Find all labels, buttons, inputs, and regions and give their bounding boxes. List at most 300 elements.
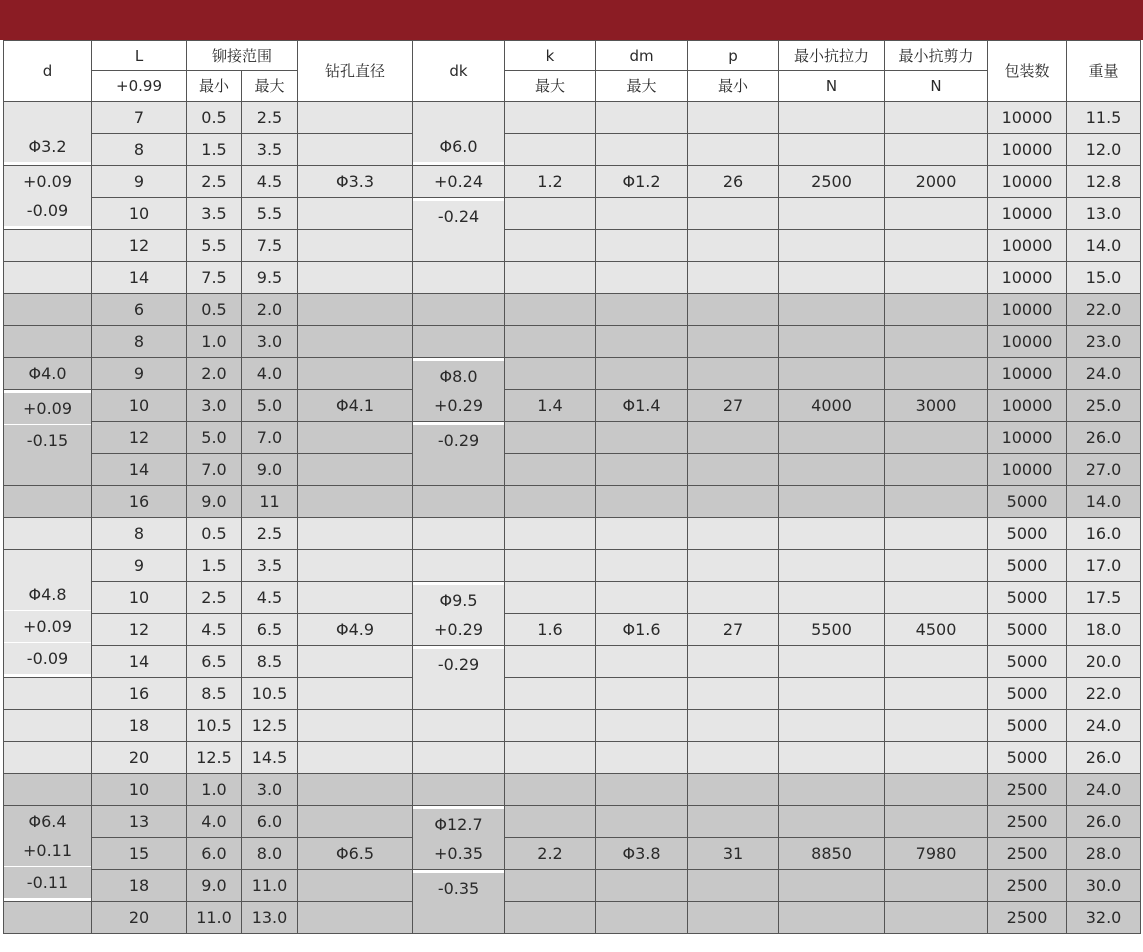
header-bar — [0, 0, 1143, 40]
col-header-dk: dk — [413, 41, 505, 102]
cell-L: 16 — [92, 678, 187, 710]
cell-pack: 2500 — [988, 774, 1067, 806]
cell-d — [4, 742, 92, 774]
cell-L: 9 — [92, 166, 187, 198]
cell-weight: 24.0 — [1067, 358, 1141, 390]
cell-k: 1.2 — [505, 166, 596, 198]
cell-pack: 2500 — [988, 902, 1067, 934]
cell-tensile: 8850 — [779, 838, 885, 870]
cell-d: Φ6.4 — [4, 806, 92, 838]
cell-dk — [413, 454, 505, 486]
cell-max: 3.0 — [242, 326, 298, 358]
cell-p: 31 — [688, 838, 779, 870]
cell-k: 1.4 — [505, 390, 596, 422]
cell-min: 0.5 — [187, 518, 242, 550]
col-header-grip-range: 铆接范围 — [187, 41, 298, 71]
cell-L: 8 — [92, 518, 187, 550]
cell-d — [4, 262, 92, 294]
cell-weight: 16.0 — [1067, 518, 1141, 550]
cell-weight: 22.0 — [1067, 678, 1141, 710]
cell-p — [688, 326, 779, 358]
cell-d: Φ4.0 — [4, 358, 92, 390]
cell-k — [505, 358, 596, 390]
table-row — [4, 294, 1141, 326]
cell-L: 16 — [92, 486, 187, 518]
cell-p — [688, 486, 779, 518]
cell-shear — [885, 134, 988, 166]
cell-min: 6.0 — [187, 838, 242, 870]
cell-d — [4, 326, 92, 358]
cell-pack: 5000 — [988, 486, 1067, 518]
cell-dm — [596, 870, 688, 902]
cell-k — [505, 134, 596, 166]
cell-p — [688, 518, 779, 550]
cell-d — [4, 774, 92, 806]
cell-dm — [596, 422, 688, 454]
cell-shear — [885, 454, 988, 486]
cell-tensile — [779, 294, 885, 326]
cell-tensile — [779, 678, 885, 710]
cell-pack: 5000 — [988, 742, 1067, 774]
cell-d — [4, 294, 92, 326]
cell-d — [4, 102, 92, 134]
cell-dm: Φ3.8 — [596, 838, 688, 870]
table-row — [4, 614, 1141, 646]
cell-k — [505, 550, 596, 582]
cell-dk — [413, 326, 505, 358]
col-subheader-tensile-unit: N — [779, 71, 885, 102]
cell-max: 6.5 — [242, 614, 298, 646]
col-header-tensile: 最小抗拉力 — [779, 41, 885, 71]
table-row — [4, 390, 1141, 422]
cell-shear: 7980 — [885, 838, 988, 870]
cell-shear: 2000 — [885, 166, 988, 198]
cell-dk: -0.24 — [413, 201, 505, 233]
cell-dk: -0.35 — [413, 873, 505, 905]
cell-max: 8.5 — [242, 646, 298, 678]
table-row — [4, 742, 1141, 774]
cell-drill — [298, 230, 413, 262]
cell-dm: Φ1.6 — [596, 614, 688, 646]
cell-dk — [413, 774, 505, 806]
table-row — [4, 518, 1141, 550]
cell-L: 18 — [92, 710, 187, 742]
cell-drill — [298, 678, 413, 710]
cell-dk: -0.29 — [413, 649, 505, 681]
cell-min: 3.0 — [187, 390, 242, 422]
cell-min: 9.0 — [187, 486, 242, 518]
cell-L: 14 — [92, 646, 187, 678]
cell-tensile — [779, 486, 885, 518]
cell-max: 7.5 — [242, 230, 298, 262]
cell-d: -0.11 — [4, 867, 92, 899]
cell-tensile — [779, 902, 885, 934]
cell-d: +0.09 — [4, 166, 92, 198]
cell-d: Φ4.8 — [4, 579, 92, 611]
cell-dk — [413, 262, 505, 294]
cell-min: 6.5 — [187, 646, 242, 678]
cell-dk — [413, 486, 505, 518]
cell-weight: 30.0 — [1067, 870, 1141, 902]
cell-dk — [413, 678, 505, 710]
cell-shear — [885, 422, 988, 454]
cell-p — [688, 454, 779, 486]
cell-tensile — [779, 326, 885, 358]
cell-max: 7.0 — [242, 422, 298, 454]
cell-drill — [298, 134, 413, 166]
table-row — [4, 326, 1141, 358]
cell-drill — [298, 326, 413, 358]
cell-dm — [596, 102, 688, 134]
table-row — [4, 198, 1141, 230]
cell-p — [688, 870, 779, 902]
cell-min: 10.5 — [187, 710, 242, 742]
cell-dm — [596, 262, 688, 294]
cell-L: 10 — [92, 582, 187, 614]
cell-drill — [298, 870, 413, 902]
cell-k — [505, 422, 596, 454]
cell-p — [688, 198, 779, 230]
table-row — [4, 550, 1141, 582]
cell-drill — [298, 774, 413, 806]
cell-min: 7.0 — [187, 454, 242, 486]
cell-shear — [885, 294, 988, 326]
cell-weight: 18.0 — [1067, 614, 1141, 646]
cell-min: 0.5 — [187, 102, 242, 134]
table-row — [4, 166, 1141, 198]
cell-max: 5.0 — [242, 390, 298, 422]
cell-max: 6.0 — [242, 806, 298, 838]
cell-dm — [596, 646, 688, 678]
cell-drill — [298, 710, 413, 742]
cell-pack: 2500 — [988, 838, 1067, 870]
cell-pack: 10000 — [988, 262, 1067, 294]
cell-k — [505, 262, 596, 294]
cell-weight: 17.0 — [1067, 550, 1141, 582]
cell-dk: +0.29 — [413, 614, 505, 646]
table-row — [4, 486, 1141, 518]
cell-drill — [298, 486, 413, 518]
cell-d — [4, 550, 92, 582]
cell-min: 7.5 — [187, 262, 242, 294]
cell-weight: 17.5 — [1067, 582, 1141, 614]
cell-dm — [596, 454, 688, 486]
cell-min: 11.0 — [187, 902, 242, 934]
cell-min: 1.0 — [187, 326, 242, 358]
cell-d — [4, 486, 92, 518]
cell-d — [4, 710, 92, 742]
cell-min: 1.5 — [187, 134, 242, 166]
cell-weight: 25.0 — [1067, 390, 1141, 422]
cell-pack: 10000 — [988, 422, 1067, 454]
cell-tensile — [779, 262, 885, 294]
cell-tensile — [779, 134, 885, 166]
cell-weight: 22.0 — [1067, 294, 1141, 326]
cell-min: 3.5 — [187, 198, 242, 230]
cell-max: 10.5 — [242, 678, 298, 710]
cell-L: 9 — [92, 550, 187, 582]
cell-drill: Φ4.9 — [298, 614, 413, 646]
cell-k — [505, 102, 596, 134]
cell-k — [505, 774, 596, 806]
cell-tensile — [779, 582, 885, 614]
cell-shear — [885, 646, 988, 678]
cell-weight: 26.0 — [1067, 806, 1141, 838]
cell-max: 12.5 — [242, 710, 298, 742]
cell-dm — [596, 774, 688, 806]
cell-k — [505, 646, 596, 678]
cell-tensile: 5500 — [779, 614, 885, 646]
cell-tensile — [779, 646, 885, 678]
cell-tensile — [779, 742, 885, 774]
cell-shear — [885, 806, 988, 838]
cell-p — [688, 262, 779, 294]
cell-tensile — [779, 710, 885, 742]
cell-pack: 5000 — [988, 614, 1067, 646]
cell-max: 3.5 — [242, 550, 298, 582]
cell-weight: 12.0 — [1067, 134, 1141, 166]
cell-shear — [885, 550, 988, 582]
cell-drill — [298, 550, 413, 582]
cell-dk — [413, 230, 505, 262]
cell-shear — [885, 358, 988, 390]
cell-dk: Φ9.5 — [413, 585, 505, 617]
cell-max: 8.0 — [242, 838, 298, 870]
cell-d: +0.09 — [4, 393, 92, 425]
cell-dm: Φ1.2 — [596, 166, 688, 198]
cell-tensile — [779, 230, 885, 262]
cell-weight: 32.0 — [1067, 902, 1141, 934]
cell-L: 7 — [92, 102, 187, 134]
col-subheader-k-max: 最大 — [505, 71, 596, 102]
cell-L: 6 — [92, 294, 187, 326]
cell-dm: Φ1.4 — [596, 390, 688, 422]
cell-drill — [298, 742, 413, 774]
cell-p — [688, 550, 779, 582]
cell-dk: +0.35 — [413, 838, 505, 870]
table-row — [4, 902, 1141, 934]
cell-shear — [885, 710, 988, 742]
cell-L: 12 — [92, 422, 187, 454]
col-header-shear: 最小抗剪力 — [885, 41, 988, 71]
cell-L: 10 — [92, 198, 187, 230]
cell-max: 9.5 — [242, 262, 298, 294]
cell-dm — [596, 518, 688, 550]
cell-dk — [413, 102, 505, 134]
cell-dm — [596, 582, 688, 614]
cell-drill: Φ4.1 — [298, 390, 413, 422]
cell-p — [688, 678, 779, 710]
cell-shear — [885, 742, 988, 774]
cell-drill — [298, 806, 413, 838]
cell-pack: 10000 — [988, 102, 1067, 134]
cell-drill — [298, 294, 413, 326]
table-row — [4, 262, 1141, 294]
cell-k — [505, 806, 596, 838]
cell-p — [688, 230, 779, 262]
cell-min: 1.5 — [187, 550, 242, 582]
cell-pack: 10000 — [988, 294, 1067, 326]
cell-min: 0.5 — [187, 294, 242, 326]
cell-dm — [596, 902, 688, 934]
cell-dm — [596, 710, 688, 742]
col-header-drill: 钻孔直径 — [298, 41, 413, 102]
cell-drill: Φ6.5 — [298, 838, 413, 870]
cell-L: 20 — [92, 742, 187, 774]
col-header-dm: dm — [596, 41, 688, 71]
cell-dk: Φ12.7 — [413, 809, 505, 841]
cell-pack: 5000 — [988, 518, 1067, 550]
cell-shear — [885, 230, 988, 262]
cell-p — [688, 294, 779, 326]
cell-p — [688, 582, 779, 614]
cell-k — [505, 742, 596, 774]
cell-d — [4, 230, 92, 262]
cell-pack: 5000 — [988, 582, 1067, 614]
cell-tensile — [779, 454, 885, 486]
cell-p — [688, 102, 779, 134]
cell-max: 2.5 — [242, 518, 298, 550]
table-row — [4, 646, 1141, 678]
cell-weight: 24.0 — [1067, 774, 1141, 806]
cell-dm — [596, 198, 688, 230]
cell-min: 2.5 — [187, 582, 242, 614]
cell-dk: Φ6.0 — [413, 131, 505, 163]
cell-pack: 10000 — [988, 166, 1067, 198]
col-header-p: p — [688, 41, 779, 71]
cell-shear — [885, 582, 988, 614]
cell-dm — [596, 358, 688, 390]
cell-max: 14.5 — [242, 742, 298, 774]
cell-pack: 10000 — [988, 390, 1067, 422]
cell-k: 2.2 — [505, 838, 596, 870]
cell-pack: 10000 — [988, 358, 1067, 390]
cell-p — [688, 422, 779, 454]
cell-d: +0.11 — [4, 835, 92, 867]
cell-min: 9.0 — [187, 870, 242, 902]
cell-dm — [596, 678, 688, 710]
cell-dk — [413, 550, 505, 582]
cell-L: 14 — [92, 262, 187, 294]
cell-weight: 28.0 — [1067, 838, 1141, 870]
cell-dk — [413, 902, 505, 934]
cell-pack: 10000 — [988, 326, 1067, 358]
cell-tensile: 2500 — [779, 166, 885, 198]
cell-weight: 23.0 — [1067, 326, 1141, 358]
cell-weight: 13.0 — [1067, 198, 1141, 230]
cell-min: 4.5 — [187, 614, 242, 646]
cell-p — [688, 710, 779, 742]
cell-k — [505, 326, 596, 358]
cell-min: 2.0 — [187, 358, 242, 390]
cell-drill — [298, 518, 413, 550]
cell-pack: 10000 — [988, 198, 1067, 230]
table-row — [4, 102, 1141, 134]
table-row — [4, 774, 1141, 806]
cell-weight: 20.0 — [1067, 646, 1141, 678]
cell-p: 26 — [688, 166, 779, 198]
cell-d — [4, 518, 92, 550]
cell-pack: 5000 — [988, 646, 1067, 678]
cell-drill — [298, 902, 413, 934]
cell-max: 4.5 — [242, 166, 298, 198]
cell-weight: 12.8 — [1067, 166, 1141, 198]
cell-max: 4.5 — [242, 582, 298, 614]
col-subheader-grip-max: 最大 — [242, 71, 298, 102]
cell-max: 11 — [242, 486, 298, 518]
cell-max: 2.5 — [242, 102, 298, 134]
cell-min: 2.5 — [187, 166, 242, 198]
cell-pack: 10000 — [988, 230, 1067, 262]
cell-max: 4.0 — [242, 358, 298, 390]
col-header-pack: 包装数 — [988, 41, 1067, 102]
cell-weight: 26.0 — [1067, 742, 1141, 774]
cell-tensile — [779, 198, 885, 230]
cell-dm — [596, 742, 688, 774]
cell-min: 5.5 — [187, 230, 242, 262]
cell-L: 10 — [92, 390, 187, 422]
table-row — [4, 358, 1141, 390]
cell-drill — [298, 582, 413, 614]
cell-drill — [298, 422, 413, 454]
cell-shear — [885, 518, 988, 550]
cell-d — [4, 678, 92, 710]
cell-k — [505, 198, 596, 230]
col-subheader-shear-unit: N — [885, 71, 988, 102]
col-header-weight: 重量 — [1067, 41, 1141, 102]
cell-k — [505, 710, 596, 742]
cell-L: 12 — [92, 614, 187, 646]
cell-weight: 26.0 — [1067, 422, 1141, 454]
col-subheader-p-min: 最小 — [688, 71, 779, 102]
cell-dk — [413, 294, 505, 326]
cell-L: 10 — [92, 774, 187, 806]
cell-shear — [885, 902, 988, 934]
cell-p — [688, 806, 779, 838]
table-row — [4, 806, 1141, 838]
col-header-k: k — [505, 41, 596, 71]
cell-dk — [413, 518, 505, 550]
cell-drill — [298, 454, 413, 486]
col-subheader-L-tolerance: +0.99 — [92, 71, 187, 102]
cell-pack: 10000 — [988, 134, 1067, 166]
cell-p — [688, 902, 779, 934]
cell-max: 11.0 — [242, 870, 298, 902]
cell-L: 20 — [92, 902, 187, 934]
cell-p: 27 — [688, 390, 779, 422]
cell-L: 18 — [92, 870, 187, 902]
cell-weight: 24.0 — [1067, 710, 1141, 742]
cell-weight: 14.0 — [1067, 230, 1141, 262]
table-row — [4, 422, 1141, 454]
cell-max: 13.0 — [242, 902, 298, 934]
cell-L: 15 — [92, 838, 187, 870]
cell-tensile — [779, 870, 885, 902]
cell-min: 5.0 — [187, 422, 242, 454]
cell-tensile — [779, 358, 885, 390]
rivet-spec-table — [3, 40, 1141, 934]
cell-tensile — [779, 806, 885, 838]
cell-k: 1.6 — [505, 614, 596, 646]
cell-max: 3.0 — [242, 774, 298, 806]
cell-shear: 3000 — [885, 390, 988, 422]
cell-pack: 10000 — [988, 454, 1067, 486]
cell-max: 2.0 — [242, 294, 298, 326]
cell-weight: 27.0 — [1067, 454, 1141, 486]
col-subheader-dm-max: 最大 — [596, 71, 688, 102]
cell-dk: +0.29 — [413, 390, 505, 422]
cell-shear — [885, 678, 988, 710]
